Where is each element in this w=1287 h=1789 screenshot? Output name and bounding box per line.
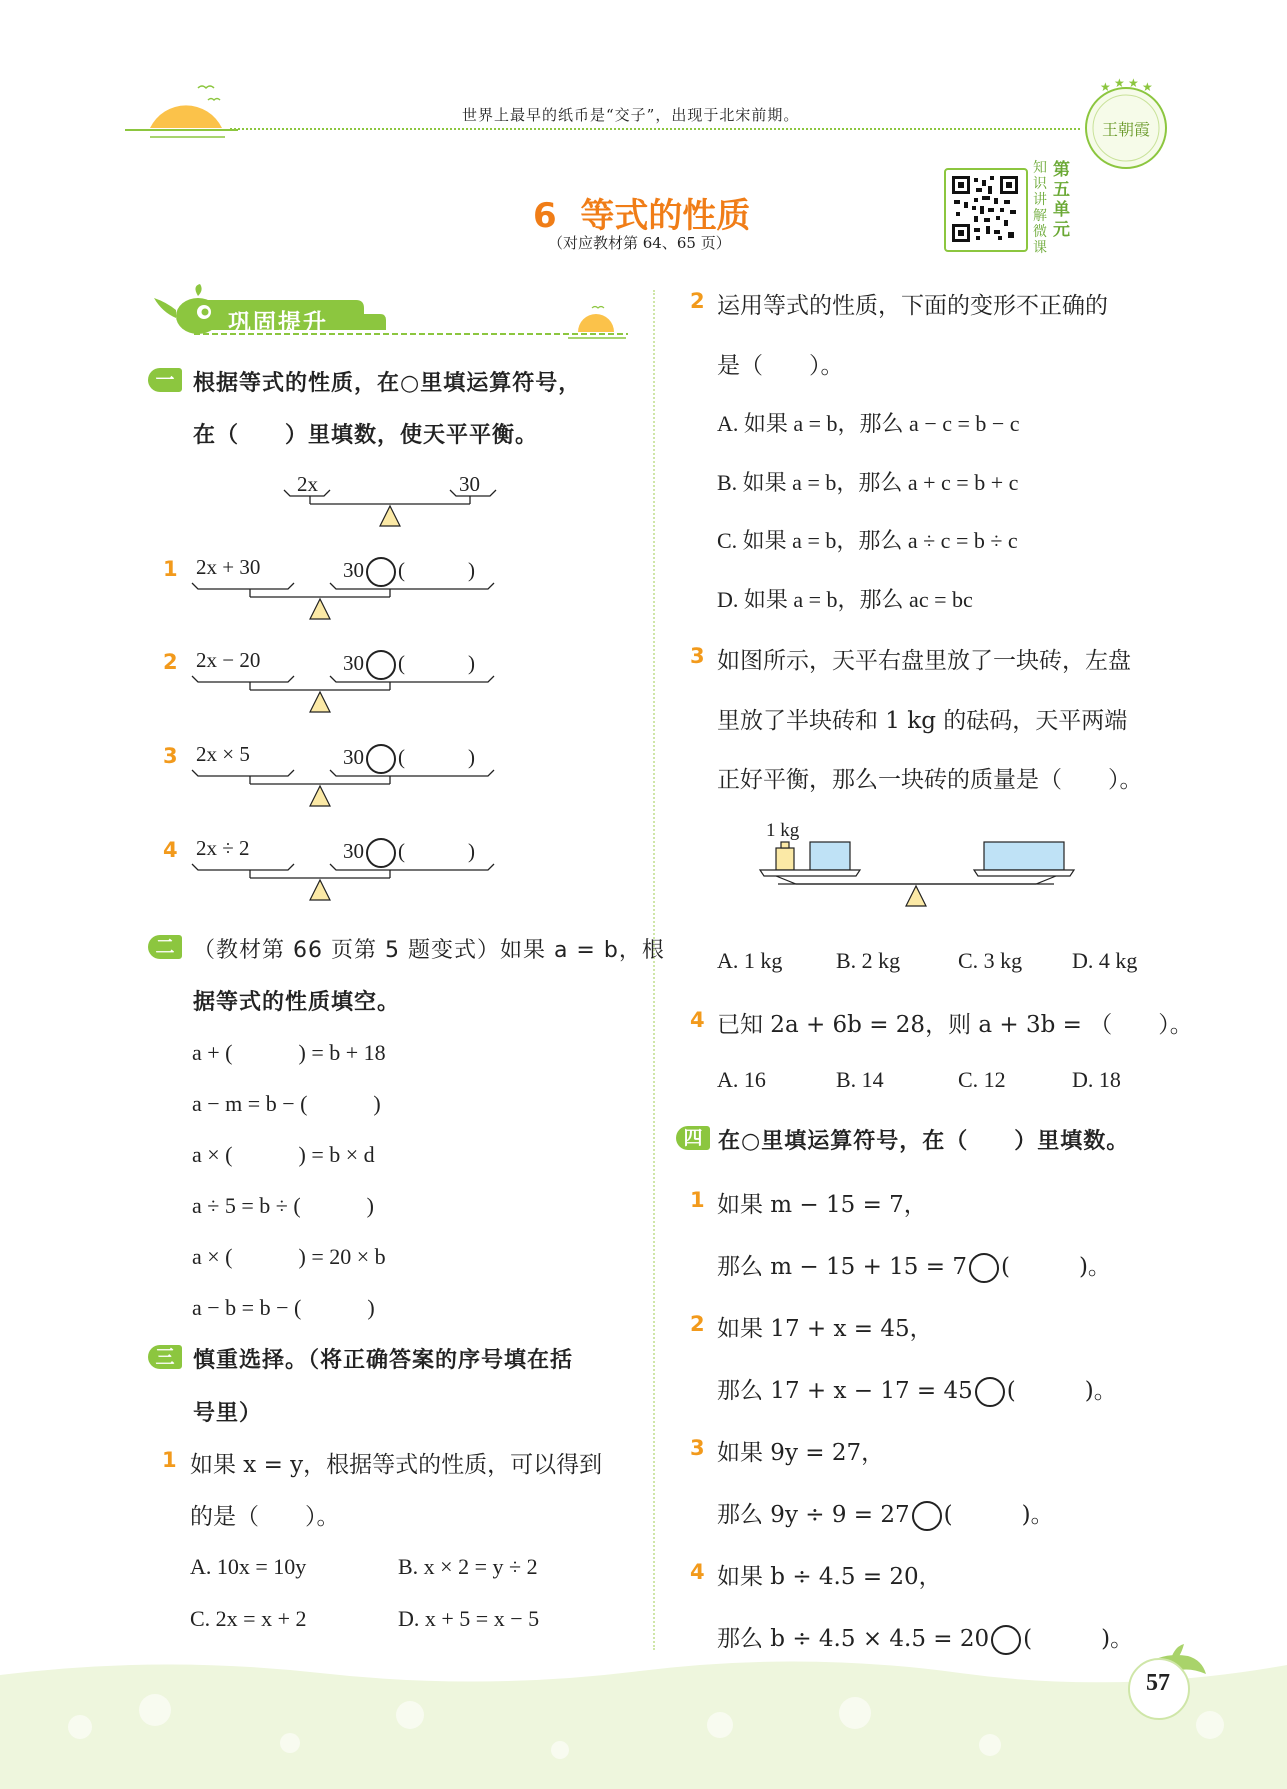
q4-number: 4 xyxy=(690,1008,705,1032)
q4-option-c[interactable]: C. 12 xyxy=(958,1067,1006,1092)
fill-blank-line[interactable]: a − b = b − ( ) xyxy=(192,1295,375,1320)
page-subtitle: （对应教材第 64、65 页） xyxy=(548,234,731,252)
part4-condition: 如果 9y = 27， xyxy=(717,1440,885,1466)
part2-instruction-line2: 据等式的性质填空。 xyxy=(193,990,401,1015)
part3-instruction-line2: 号里） xyxy=(193,1401,263,1426)
section-banner xyxy=(148,282,638,346)
part3-instruction-line1: 慎重选择。（将正确答案的序号填在括 xyxy=(193,1348,574,1373)
q3-option-b[interactable]: B. 2 kg xyxy=(836,948,901,973)
q1-option-b[interactable]: B. x × 2 = y ÷ 2 xyxy=(398,1554,538,1579)
part4-conclusion-text: 那么 17 + x − 17 = 45 xyxy=(717,1378,973,1404)
left-pan-expression: 2x ÷ 2 xyxy=(196,836,250,860)
part4-condition: 如果 b ÷ 4.5 = 20， xyxy=(717,1564,942,1590)
part1-item-number: 3 xyxy=(163,744,178,768)
right-pan xyxy=(343,647,475,680)
fill-blank-line[interactable]: a × ( ) = 20 × b xyxy=(192,1244,386,1269)
part4-instruction: 在○里填运算符号，在（ ）里填数。 xyxy=(718,1129,1130,1154)
q3-option-d[interactable]: D. 4 kg xyxy=(1072,948,1138,973)
part4-conclusion-text: 那么 b ÷ 4.5 × 4.5 = 20 xyxy=(717,1626,990,1652)
svg-text:★: ★ xyxy=(1142,80,1153,94)
operator-circle[interactable] xyxy=(912,1501,942,1531)
q2-line1: 运用等式的性质，下面的变形不正确的 xyxy=(717,293,1108,319)
q3-line3: 正好平衡，那么一块砖的质量是（ ）。 xyxy=(717,767,1143,793)
part4-item-number: 4 xyxy=(690,1560,705,1584)
part4-conclusion xyxy=(717,1372,1117,1407)
answer-blank[interactable]: ( )。 xyxy=(1006,1378,1117,1404)
operator-circle[interactable] xyxy=(366,557,396,587)
q2-number: 2 xyxy=(690,289,705,313)
answer-blank[interactable]: ( )。 xyxy=(1000,1254,1111,1280)
q1-line1: 如果 x = y，根据等式的性质，可以得到 xyxy=(190,1452,603,1478)
q1-option-a[interactable]: A. 10x = 10y xyxy=(190,1554,307,1579)
svg-text:★: ★ xyxy=(1128,78,1139,90)
qr-caption-right: 第五单元 xyxy=(1053,160,1070,240)
right-pan-value: 30 xyxy=(343,745,364,769)
part4-conclusion xyxy=(717,1620,1133,1655)
operator-circle[interactable] xyxy=(969,1253,999,1283)
q3-option-a[interactable]: A. 1 kg xyxy=(717,948,783,973)
part1-item-number: 2 xyxy=(163,650,178,674)
header-divider xyxy=(230,128,1080,130)
operator-circle[interactable] xyxy=(366,650,396,680)
qr-caption-left: 知识讲解微课 xyxy=(1033,160,1047,256)
part1-instruction-line1: 根据等式的性质，在○里填运算符号， xyxy=(193,371,582,396)
base-left-pan: 2x xyxy=(297,472,318,496)
q4-option-d[interactable]: D. 18 xyxy=(1072,1067,1121,1092)
operator-circle[interactable] xyxy=(366,744,396,774)
answer-blank[interactable]: ( ) xyxy=(398,745,475,769)
part1-instruction-line2: 在（ ）里填数，使天平平衡。 xyxy=(193,423,539,448)
publisher-logo xyxy=(1080,78,1172,170)
part4-tag: 四 xyxy=(676,1126,710,1150)
part4-conclusion xyxy=(717,1248,1111,1283)
part4-condition: 如果 17 + x = 45， xyxy=(717,1316,933,1342)
q1-line2: 的是（ ）。 xyxy=(190,1504,340,1530)
header-fact: 世界上最早的纸币是“交子”，出现于北宋前期。 xyxy=(462,106,800,124)
weight-label: 1 kg xyxy=(766,820,800,841)
part4-item-number: 2 xyxy=(690,1312,705,1336)
answer-blank[interactable]: ( )。 xyxy=(943,1502,1054,1528)
sun-illustration xyxy=(120,70,240,150)
q3-number: 3 xyxy=(690,644,705,668)
q4-option-a[interactable]: A. 16 xyxy=(717,1067,766,1092)
q2-line2: 是（ ）。 xyxy=(717,353,844,379)
q3-option-c[interactable]: C. 3 kg xyxy=(958,948,1023,973)
part2-instruction-line1: （教材第 66 页第 5 题变式）如果 a = b，根 xyxy=(193,938,665,963)
right-pan-value: 30 xyxy=(343,651,364,675)
column-divider xyxy=(653,290,655,1650)
fill-blank-line[interactable]: a + ( ) = b + 18 xyxy=(192,1040,386,1065)
part1-item-number: 1 xyxy=(163,557,178,581)
part4-item-number: 3 xyxy=(690,1436,705,1460)
qr-code[interactable] xyxy=(952,176,1018,242)
q2-option-c[interactable]: C. 如果 a = b，那么 a ÷ c = b ÷ c xyxy=(717,528,1018,553)
q2-option-a[interactable]: A. 如果 a = b，那么 a − c = b − c xyxy=(717,411,1020,436)
operator-circle[interactable] xyxy=(975,1377,1005,1407)
right-pan xyxy=(343,835,475,868)
q2-option-b[interactable]: B. 如果 a = b，那么 a + c = b + c xyxy=(717,470,1019,495)
left-pan-expression: 2x + 30 xyxy=(196,555,261,579)
fill-blank-line[interactable]: a ÷ 5 = b ÷ ( ) xyxy=(192,1193,374,1218)
answer-blank[interactable]: ( ) xyxy=(398,558,475,582)
answer-blank[interactable]: ( ) xyxy=(398,839,475,863)
page-number: 57 xyxy=(1146,1670,1170,1696)
part4-item-number: 1 xyxy=(690,1188,705,1212)
brick-balance-diagram xyxy=(758,820,1078,912)
base-right-pan: 30 xyxy=(459,472,480,496)
part4-conclusion-text: 那么 9y ÷ 9 = 27 xyxy=(717,1502,910,1528)
right-pan xyxy=(343,741,475,774)
right-pan-value: 30 xyxy=(343,839,364,863)
part4-conclusion xyxy=(717,1496,1054,1531)
part3-tag: 三 xyxy=(148,1345,182,1369)
part1-tag: 一 xyxy=(148,368,182,392)
part2-tag: 二 xyxy=(148,935,182,959)
operator-circle[interactable] xyxy=(366,838,396,868)
svg-text:★: ★ xyxy=(1114,78,1125,90)
right-pan-value: 30 xyxy=(343,558,364,582)
q1-option-d[interactable]: D. x + 5 = x − 5 xyxy=(398,1606,540,1631)
left-pan-expression: 2x × 5 xyxy=(196,742,250,766)
answer-blank[interactable]: ( )。 xyxy=(1023,1626,1134,1652)
operator-circle[interactable] xyxy=(991,1625,1021,1655)
svg-text:王朝霞: 王朝霞 xyxy=(1101,120,1151,139)
q3-line1: 如图所示，天平右盘里放了一块砖，左盘 xyxy=(717,648,1131,674)
right-pan xyxy=(343,554,475,587)
page-title: 6 等式的性质 xyxy=(533,196,751,236)
q1-number: 1 xyxy=(162,1448,177,1472)
part4-condition: 如果 m − 15 = 7， xyxy=(717,1192,927,1218)
part4-conclusion-text: 那么 m − 15 + 15 = 7 xyxy=(717,1254,967,1280)
q1-option-c[interactable]: C. 2x = x + 2 xyxy=(190,1606,307,1631)
q4-line1: 已知 2a + 6b = 28，则 a + 3b = （ ）。 xyxy=(717,1012,1193,1038)
svg-text:★: ★ xyxy=(1100,80,1111,94)
fill-blank-line[interactable]: a × ( ) = b × d xyxy=(192,1142,375,1167)
q3-line2: 里放了半块砖和 1 kg 的砝码，天平两端 xyxy=(717,708,1128,734)
q4-option-b[interactable]: B. 14 xyxy=(836,1067,884,1092)
footer-wave xyxy=(0,1655,1287,1789)
q2-option-d[interactable]: D. 如果 a = b，那么 ac = bc xyxy=(717,587,973,612)
fill-blank-line[interactable]: a − m = b − ( ) xyxy=(192,1091,381,1116)
answer-blank[interactable]: ( ) xyxy=(398,651,475,675)
left-pan-expression: 2x − 20 xyxy=(196,648,261,672)
part1-item-number: 4 xyxy=(163,838,178,862)
section-banner-label: 巩固提升 xyxy=(228,310,328,336)
